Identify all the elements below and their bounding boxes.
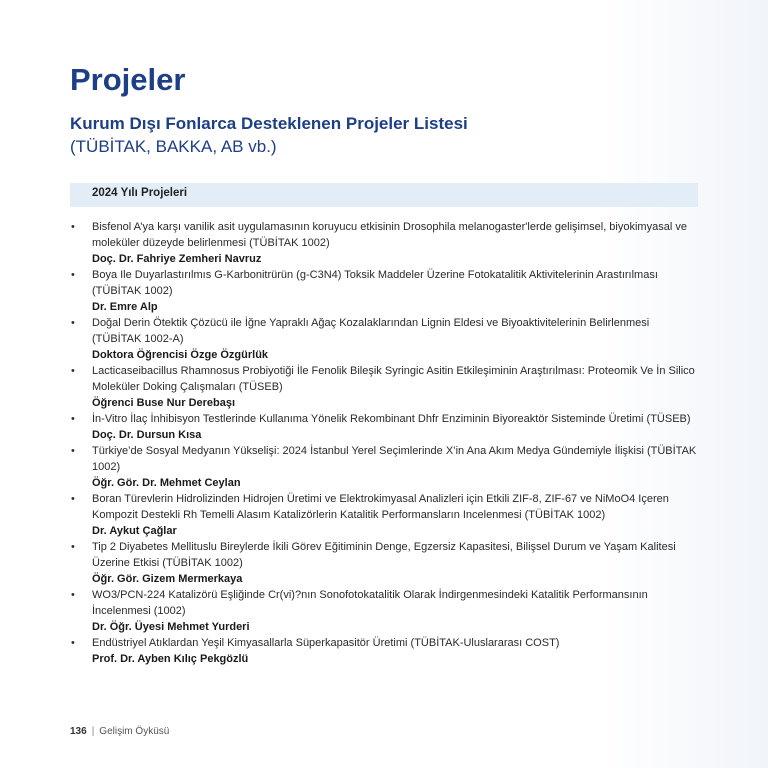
project-title: Türkiye’de Sosyal Medyanın Yükselişi: 2024 İstanbul Yerel Seçimlerinde X’in Ana Akım Medya Gündemiyle İlişkisi (TÜBİTAK 1002) — [92, 445, 697, 473]
project-item — [70, 443, 700, 491]
project-title: Boya Ile Duyarlastırılmıs G-Karbonitrürün (g-C3N4) Toksik Maddeler Üzerine Fotokatalitik Aktivitelerinin Arastırılması (TÜBİTAK 1002) — [92, 269, 658, 297]
project-title: Boran Türevlerin Hidrolizinden Hidrojen Üretimi ve Elektrokimyasal Analizleri için Etkili ZIF-8, ZIF-67 ve NiMoO4 Içeren Kompozit Destekli Rh Temelli Alasım Katalizörlerin Katalitik Performansların Incelenmesi (TÜBİTAK 1002) — [92, 493, 669, 521]
bullet-icon: • — [71, 269, 75, 281]
bullet-icon: • — [71, 541, 75, 553]
bullet-icon: • — [71, 637, 75, 649]
bullet-icon: • — [71, 221, 75, 233]
bullet-icon: • — [71, 445, 75, 457]
bullet-icon: • — [71, 589, 75, 601]
project-title: Doğal Derin Ötektik Çözücü ile İğne Yapraklı Ağaç Kozalaklarından Lignin Eldesi ve Biyoaktivitelerinin Belirlenmesi (TÜBİTAK 1002-A) — [92, 317, 650, 345]
project-title: WO3/PCN-224 Katalizörü Eşliğinde Cr(vi)?nın Sonofotokatalitik Olarak İndirgenmesindeki Katalitik Performansının İncelenmesi (1002) — [92, 589, 648, 617]
project-item — [70, 219, 700, 267]
project-list — [70, 219, 700, 667]
project-item — [70, 539, 700, 587]
project-author: Prof. Dr. Ayben Kılıç Pekgözlü — [92, 653, 249, 665]
bullet-icon: • — [71, 317, 75, 329]
project-title: Bisfenol A’ya karşı vanilik asit uygulamasının koruyucu etkisinin Drosophila melanogaster'lerde gelişimsel, biyokimyasal ve moleküler düzeyde belirlenmesi (TÜBİTAK 1002) — [92, 221, 687, 249]
project-item — [70, 315, 700, 363]
project-author: Dr. Öğr. Üyesi Mehmet Yurderi — [92, 621, 250, 633]
project-title: İn-Vitro İlaç İnhibisyon Testlerinde Kullanıma Yönelik Rekombinant Dhfr Enziminin Biyoreaktör Sisteminde Üretimi (TÜSEB) — [92, 413, 691, 425]
page-number: 136 — [70, 726, 87, 737]
section-title: 2024 Yılı Projeleri — [92, 187, 188, 199]
project-author: Öğr. Gör. Gizem Mermerkaya — [92, 573, 243, 585]
page-subtitle-note: (TÜBİTAK, BAKKA, AB vb.) — [70, 137, 277, 156]
project-item — [70, 635, 700, 667]
section-header-bar — [70, 183, 698, 207]
project-item — [70, 363, 700, 411]
project-title: Tip 2 Diyabetes Mellituslu Bireylerde İkili Görev Eğitiminin Denge, Egzersiz Kapasitesi, Bilişsel Durum ve Yaşam Kalitesi Üzerine Etkisi (TÜBİTAK 1002) — [92, 541, 676, 569]
project-item — [70, 411, 700, 443]
project-author: Öğr. Gör. Dr. Mehmet Ceylan — [92, 477, 241, 489]
footer-section-name: Gelişim Öyküsü — [99, 726, 170, 737]
project-item — [70, 491, 700, 539]
footer-separator: | — [91, 726, 95, 737]
project-author: Doktora Öğrencisi Özge Özgürlük — [92, 349, 269, 361]
project-author: Öğrenci Buse Nur Derebaşı — [92, 397, 236, 409]
bullet-icon: • — [71, 365, 75, 377]
page-title: Projeler — [70, 62, 186, 97]
page-footer — [70, 726, 169, 737]
project-title: Endüstriyel Atıklardan Yeşil Kimyasallarla Süperkapasitör Üretimi (TÜBİTAK-Uluslararası COST) — [92, 637, 560, 649]
page-subtitle: Kurum Dışı Fonlarca Desteklenen Projeler Listesi — [70, 114, 468, 133]
bullet-icon: • — [71, 413, 75, 425]
project-item — [70, 587, 700, 635]
project-author: Dr. Emre Alp — [92, 301, 158, 313]
project-author: Dr. Aykut Çağlar — [92, 525, 177, 537]
project-item — [70, 267, 700, 315]
project-author: Doç. Dr. Dursun Kısa — [92, 429, 202, 441]
bullet-icon: • — [71, 493, 75, 505]
project-title: Lacticaseibacillus Rhamnosus Probiyotiği İle Fenolik Bileşik Syringic Asitin Etkileşiminin Araştırılması: Proteomik Ve İn Silico Moleküler Doking Çalışmaları (TÜSEB) — [92, 365, 695, 393]
project-author: Doç. Dr. Fahriye Zemheri Navruz — [92, 253, 262, 265]
